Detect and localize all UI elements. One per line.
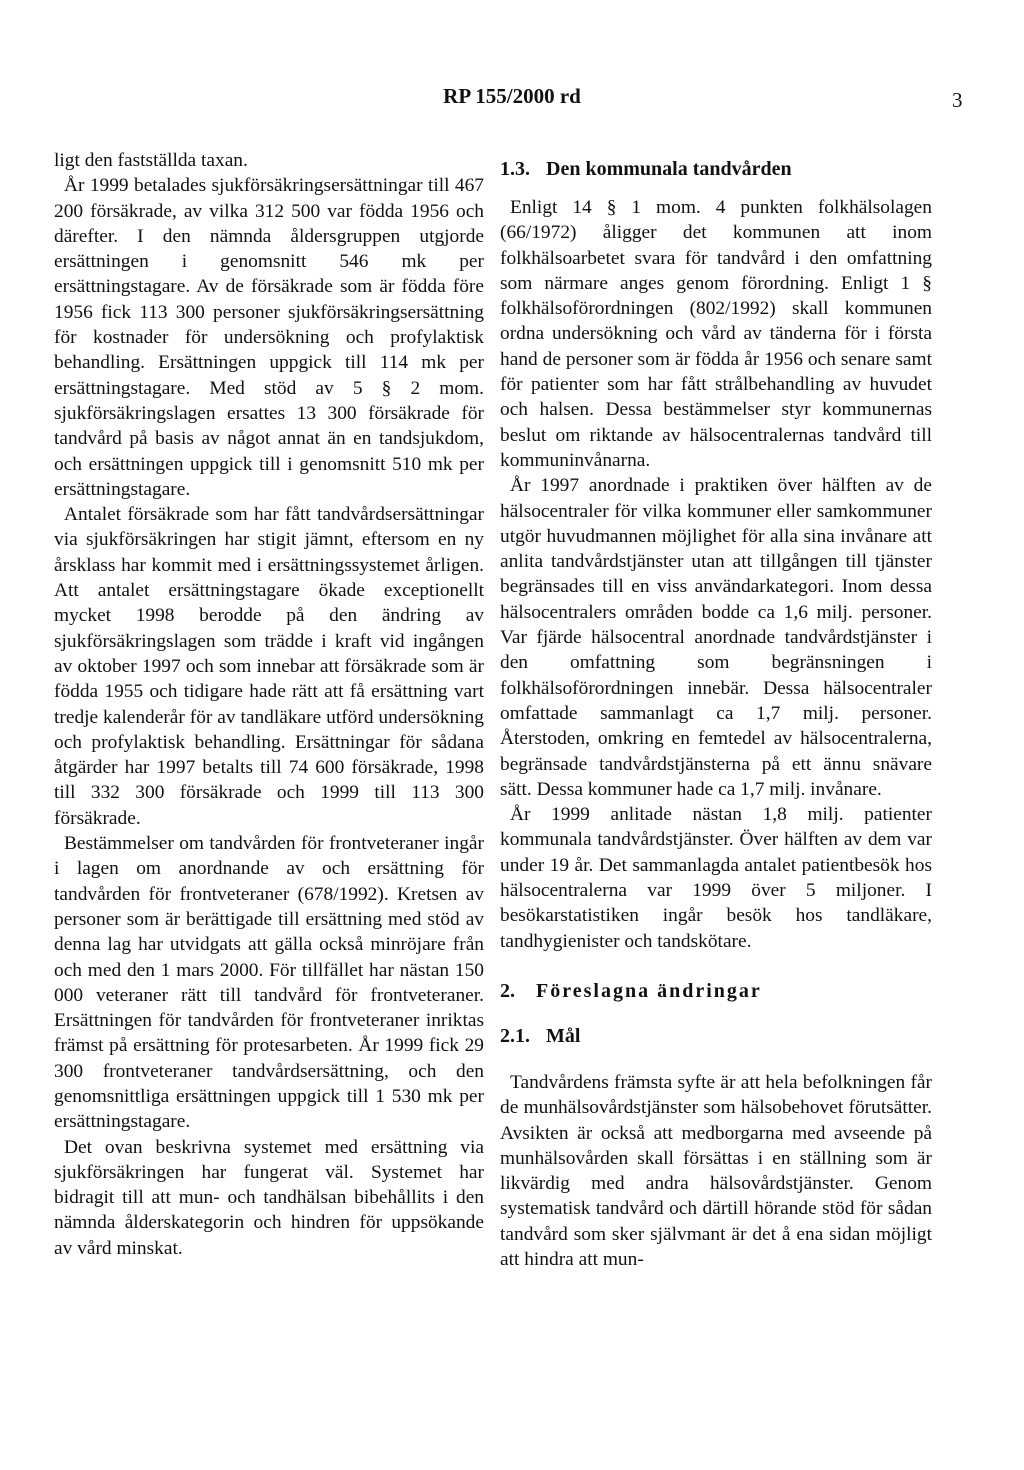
paragraph: År 1997 anordnade i praktiken över hälften av de hälsocentraler för vilka kommuner eller samkommuner utgör huvudmannen möjlighet för alla sina invånare att anlita tandvårdstjänster utan att tillgången till tjänster begränsades till en viss användarkategori. Inom dessa hälsocentralers områden bodde ca 1,6 milj. personer. Var fjärde hälsocentral anordnade tandvårdstjänster i den omfattning som begränsningen i folkhälsoförordningen innebär. Dessa hälsocentraler omfattade sammanlagt ca 1,7 milj. personer. Återstoden, omkring en femtedel av hälsocentralerna, begränsade tandvårdstjänsterna på ett ännu snävare sätt. Dessa kommuner hade ca 1,7 milj. invånare. <box>500 475 932 800</box>
paragraph: ligt den fastställda taxan. <box>54 150 248 171</box>
paragraph: År 1999 anlitade nästan 1,8 milj. patienter kommunala tandvårdstjänster. Över hälften av dem var under 19 år. Det sammanlagda antalet patientbesök hos hälsocentralerna var 1999 över 5 miljoner. I besökarstatistiken ingår besök hos tandläkare, tandhygienister och tandskötare. <box>500 804 932 952</box>
paragraph: Enligt 14 § 1 mom. 4 punkten folkhälsolagen (66/1972) åligger det kommunen att inom folkhälsoarbetet svara för tandvård i den omfattning som närmare anges genom förordning. Enligt 1 § folkhälsoförordningen (802/1992) skall kommunen ordna undersökning och vård av tänderna för i första hand de personer som är födda år 1956 och senare samt för patienter som har fått strålbehandling av huvudet och halsen. Dessa bestämmelser styr kommunernas beslut om riktande av hälsocentralernas tandvård till kommuninvånarna. <box>500 197 932 471</box>
paragraph: År 1999 betalades sjukförsäkringsersättningar till 467 200 försäkrade, av vilka 312 500 var födda 1956 och därefter. I den nämnda åldersgruppen utgjorde ersättningen i genomsnitt 546 mk per ersättningstagare. Av de försäkrade som är födda före 1956 fick 113 300 personer sjukförsäkringsersättning för kostnader för undersökning och profylaktisk behandling. Ersättningen uppgick till 114 mk per ersättningstagare. Med stöd av 5 § 2 mom. sjukförsäkringslagen ersattes 13 300 försäkrade för tandvård på basis av något annat än en tandsjukdom, och ersättningen uppgick till i genomsnitt 510 mk per ersättningstagare. <box>54 175 484 500</box>
paragraph: Antalet försäkrade som har fått tandvårdsersättningar via sjukförsäkringen har stigit jämnt, eftersom en ny årsklass har kommit med i ersättningssystemet årligen. Att antalet ersättningstagare ökade exceptionellt mycket 1998 berodde på den ändring av sjukförsäkringslagen som trädde i kraft vid ingången av oktober 1997 och som innebar att försäkrade som är födda 1955 och tidigare hade rätt att få ersättning vart tredje kalenderår för av tandläkare utförd undersökning och profylaktisk behandling. Ersättningar för sådana åtgärder har 1997 betalts till 74 600 försäkrade, 1998 till 332 300 försäkrade och 1999 till 113 300 försäkrade. <box>54 504 484 829</box>
document-header-title: RP 155/2000 rd <box>443 84 581 108</box>
left-column <box>54 148 484 1261</box>
paragraph: Det ovan beskrivna systemet med ersättning via sjukförsäkringen har fungerat väl. Systemet har bidragit till att mun- och tandhälsan bibehållits i den nämnda ålderskategorin och hindren för uppsökande av vård minskat. <box>54 1136 484 1259</box>
section-number: 1.3. <box>500 158 530 180</box>
paragraph: Bestämmelser om tandvården för frontveteraner ingår i lagen om anordnande av och ersättning för tandvården för frontveteraner (678/1992). Kretsen av personer som är berättigade till ersättning med stöd av denna lag har utvidgats att gälla också minröjare från och med den 1 mars 2000. För tillfället har nästan 150 000 veteraner rätt till tandvård för frontveteraner. Ersättningen för tandvården för frontveteraner inriktas främst på ersättning för protesarbeten. År 1999 fick 29 300 frontveteraner tandvårdsersättning, och den genomsnittliga ersättningen uppgick till 1 530 mk per ersättningstagare. <box>54 833 484 1133</box>
section-title: Den kommunala tandvården <box>546 158 792 180</box>
section-heading-2-1 <box>500 1025 932 1048</box>
page-number: 3 <box>952 88 963 112</box>
section-heading-2 <box>500 980 932 1003</box>
section-number: 2.1. <box>500 1024 530 1047</box>
section-heading-1-3 <box>500 158 932 181</box>
section-title: Mål <box>546 1024 581 1047</box>
paragraph: Tandvårdens främsta syfte är att hela befolkningen får de munhälsovårdstjänster som hälsobehovet förutsätter. Avsikten är också att medborgarna med avseende på munhälsovården skall försättas i en ställning som är likvärdig med andra hälsovårdstjänster. Genom systematisk tandvård och därtill hörande stöd för sådan tandvård som sker självmant är det å ena sidan möjligt att hindra att mun- <box>500 1071 932 1270</box>
right-column <box>500 148 932 1272</box>
section-number: 2. <box>500 979 515 1002</box>
section-title: Föreslagna ändringar <box>536 979 762 1002</box>
